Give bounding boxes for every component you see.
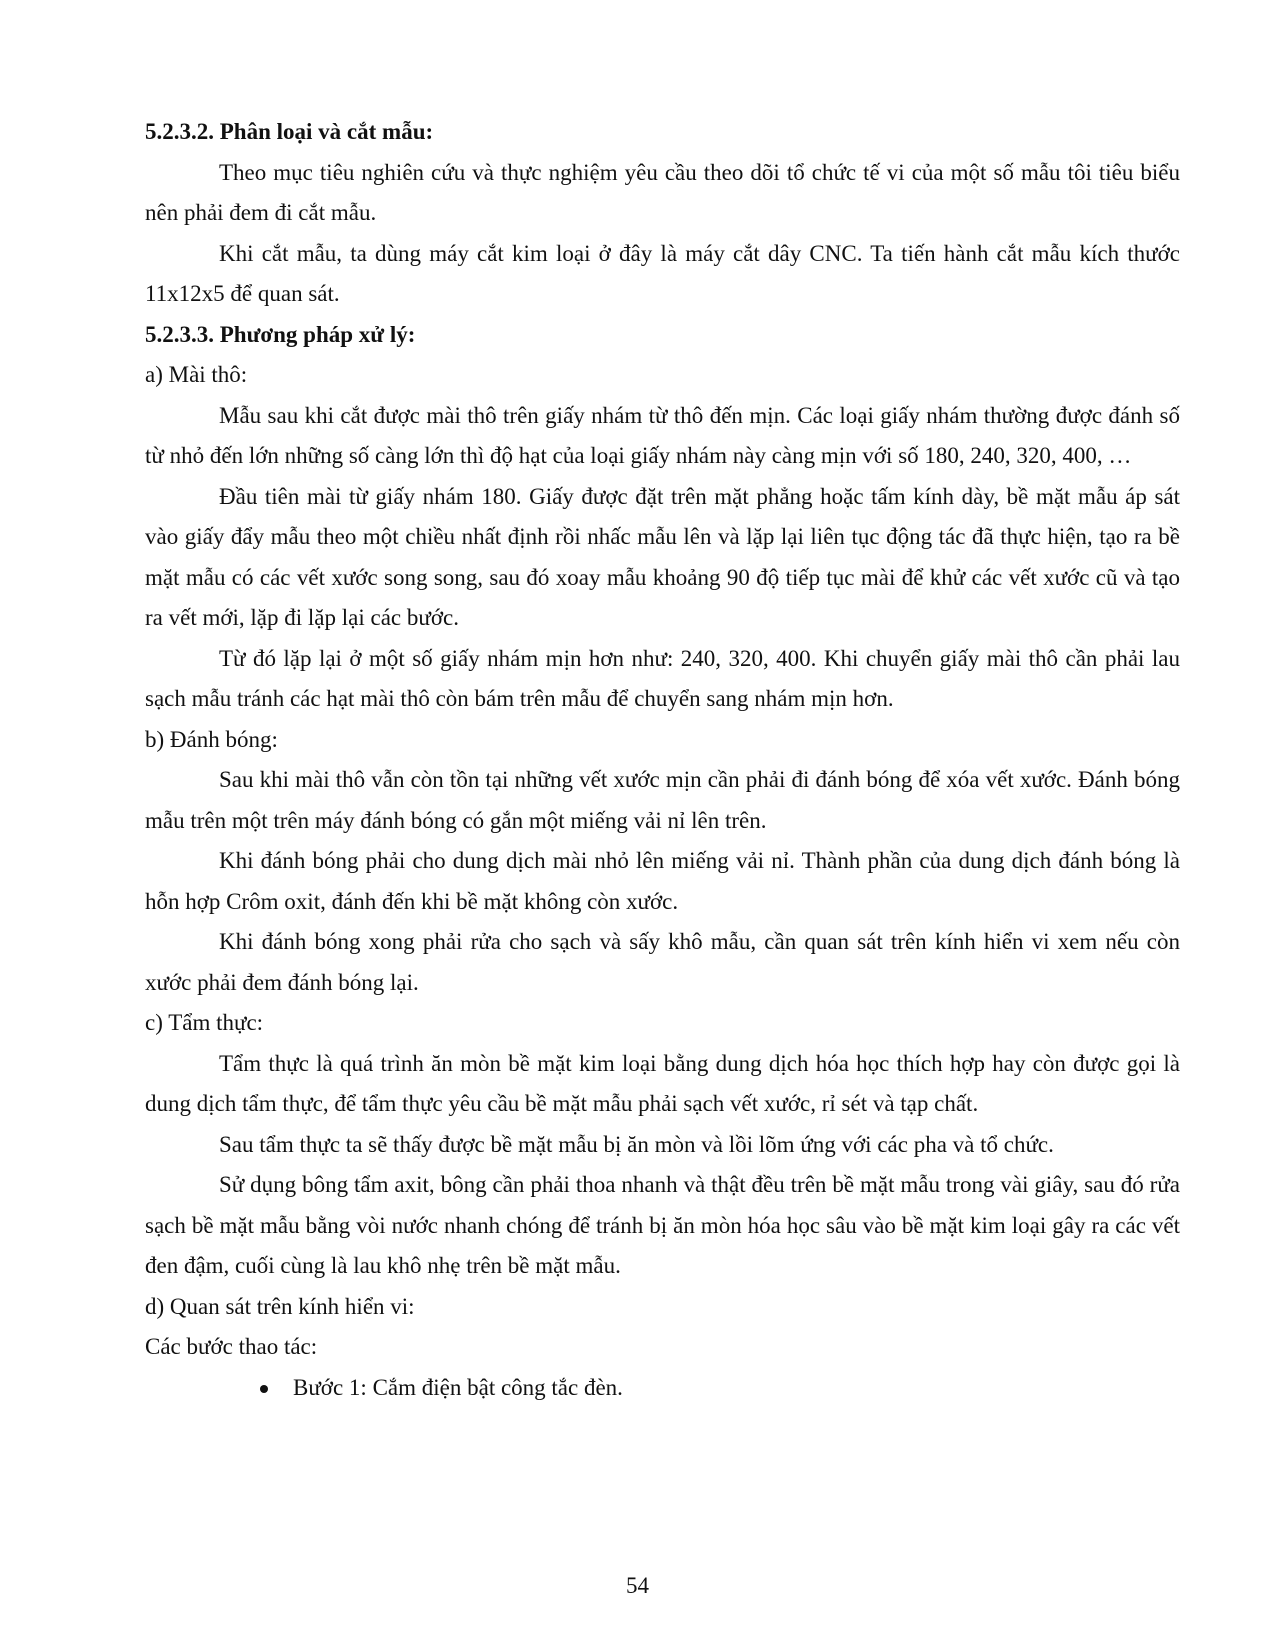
list-item [145, 1368, 1180, 1409]
paragraph: Sau khi mài thô vẫn còn tồn tại những vết xước mịn cần phải đi đánh bóng để xóa vết xước. Đánh bóng mẫu trên một trên máy đánh bóng có gắn một miếng vải nỉ lên trên. [145, 767, 1180, 833]
step-text: Bước 1: Cắm điện bật công tắc đèn. [293, 1374, 623, 1400]
paragraph: Khi đánh bóng xong phải rửa cho sạch và sấy khô mẫu, cần quan sát trên kính hiển vi xem nếu còn xước phải đem đánh bóng lại. [145, 929, 1180, 995]
paragraph: Mẫu sau khi cắt được mài thô trên giấy nhám từ thô đến mịn. Các loại giấy nhám thường được đánh số từ nhỏ đến lớn những số càng lớn thì độ hạt của loại giấy nhám này càng mịn với số 180, 240, 320, 400, … [145, 402, 1180, 468]
steps-list [145, 1368, 1180, 1409]
subsection-label-c: c) Tẩm thực: [145, 1010, 264, 1035]
section-heading-5-2-3-3: 5.2.3.3. Phương pháp xử lý: [145, 321, 416, 347]
paragraph: Theo mục tiêu nghiên cứu và thực nghiệm yêu cầu theo dõi tổ chức tế vi của một số mẫu tôi tiêu biểu nên phải đem đi cắt mẫu. [145, 159, 1180, 225]
section-heading-5-2-3-2: 5.2.3.2. Phân loại và cắt mẫu: [145, 119, 434, 144]
bullet-icon [260, 1385, 268, 1393]
paragraph: Đầu tiên mài từ giấy nhám 180. Giấy được đặt trên mặt phẳng hoặc tấm kính dày, bề mặt mẫu áp sát vào giấy đẩy mẫu theo một chiều nhất định rồi nhấc mẫu lên và lặp lại liên tục động tác đã thực hiện, tạo ra bề mặt mẫu có các vết xước song song, sau đó xoay mẫu khoảng 90 độ tiếp tục mài để khử các vết xước cũ và tạo ra vết mới, lặp đi lặp lại các bước. [145, 483, 1180, 630]
paragraph: Khi cắt mẫu, ta dùng máy cắt kim loại ở đây là máy cắt dây CNC. Ta tiến hành cắt mẫu kích thước 11x12x5 để quan sát. [145, 240, 1180, 306]
paragraph: Sử dụng bông tẩm axit, bông cần phải thoa nhanh và thật đều trên bề mặt mẫu trong vài giây, sau đó rửa sạch bề mặt mẫu bằng vòi nước nhanh chóng để tránh bị ăn mòn hóa học sâu vào bề mặt kim loại gây ra các vết đen đậm, cuối cùng là lau khô nhẹ trên bề mặt mẫu. [145, 1172, 1180, 1278]
subsection-label-b: b) Đánh bóng: [145, 726, 278, 752]
document-page [145, 112, 1180, 1408]
page-number: 54 [626, 1573, 649, 1598]
paragraph: Tẩm thực là quá trình ăn mòn bề mặt kim loại bằng dung dịch hóa học thích hợp hay còn được gọi là dung dịch tẩm thực, để tẩm thực yêu cầu bề mặt mẫu phải sạch vết xước, rỉ sét và tạp chất. [145, 1050, 1180, 1116]
steps-label: Các bước thao tác: [145, 1334, 318, 1359]
paragraph: Khi đánh bóng phải cho dung dịch mài nhỏ lên miếng vải nỉ. Thành phần của dung dịch đánh bóng là hỗn hợp Crôm oxit, đánh đến khi bề mặt không còn xước. [145, 848, 1180, 914]
paragraph: Từ đó lặp lại ở một số giấy nhám mịn hơn như: 240, 320, 400. Khi chuyển giấy mài thô cần phải lau sạch mẫu tránh các hạt mài thô còn bám trên mẫu để chuyển sang nhám mịn hơn. [145, 645, 1180, 711]
paragraph: Sau tẩm thực ta sẽ thấy được bề mặt mẫu bị ăn mòn và lồi lõm ứng với các pha và tổ chức. [219, 1131, 1054, 1157]
subsection-label-a: a) Mài thô: [145, 362, 248, 387]
subsection-label-d: d) Quan sát trên kính hiển vi: [145, 1293, 415, 1319]
